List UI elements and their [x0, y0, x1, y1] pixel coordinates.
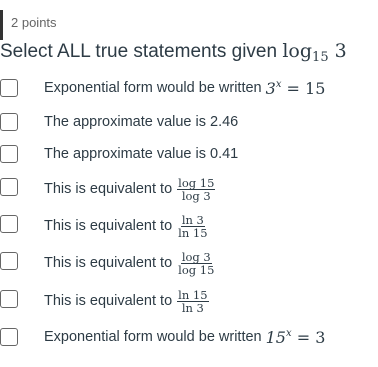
option-fraction: $\frac{\ln 15}{\ln 3}$ [178, 287, 208, 315]
option-label: The approximate value is 0.41 [44, 146, 239, 162]
points-label: 2 points [11, 15, 57, 30]
option-checkbox[interactable] [0, 113, 18, 131]
option-label: The approximate value is 2.46 [44, 114, 239, 130]
option-label: This is equivalent to $\frac{\log 15}{\log 3}$ [44, 175, 215, 203]
option-checkbox[interactable] [0, 290, 18, 308]
question-prefix: Select ALL true statements given [0, 41, 278, 62]
option-fraction: $\frac{\log 15}{\log 3}$ [178, 175, 215, 203]
option-label: Exponential form would be written $3^x = 15$ [44, 78, 326, 98]
option-checkbox[interactable] [0, 215, 18, 233]
option-row[interactable] [0, 111, 378, 133]
question-accent-bar [0, 10, 3, 40]
option-label: This is equivalent to $\frac{\log 3}{\log 15}$ [44, 249, 215, 277]
question-math: $\log_{15} 3$ [282, 40, 347, 65]
option-math: $3^x = 15$ [265, 78, 326, 98]
option-row[interactable] [0, 143, 378, 165]
option-checkbox[interactable] [0, 178, 18, 196]
option-row[interactable] [0, 326, 378, 348]
option-row[interactable] [0, 247, 378, 279]
option-math: $15^x = 3$ [265, 327, 326, 347]
option-checkbox[interactable] [0, 145, 18, 163]
option-checkbox[interactable] [0, 328, 18, 346]
option-fraction: $\frac{\ln 3}{\ln 15}$ [178, 212, 208, 240]
option-row[interactable] [0, 285, 378, 317]
option-row[interactable] [0, 210, 378, 242]
option-checkbox[interactable] [0, 252, 18, 270]
question-text [0, 40, 347, 65]
option-checkbox[interactable] [0, 79, 18, 97]
option-label: This is equivalent to $\frac{\ln 15}{\ln 3}$ [44, 287, 208, 315]
option-label: Exponential form would be written $15^x = 3$ [44, 327, 326, 347]
option-label: This is equivalent to $\frac{\ln 3}{\ln 15}$ [44, 212, 208, 240]
option-row[interactable] [0, 77, 378, 99]
option-row[interactable] [0, 173, 378, 205]
option-fraction: $\frac{\log 3}{\log 15}$ [178, 249, 215, 277]
